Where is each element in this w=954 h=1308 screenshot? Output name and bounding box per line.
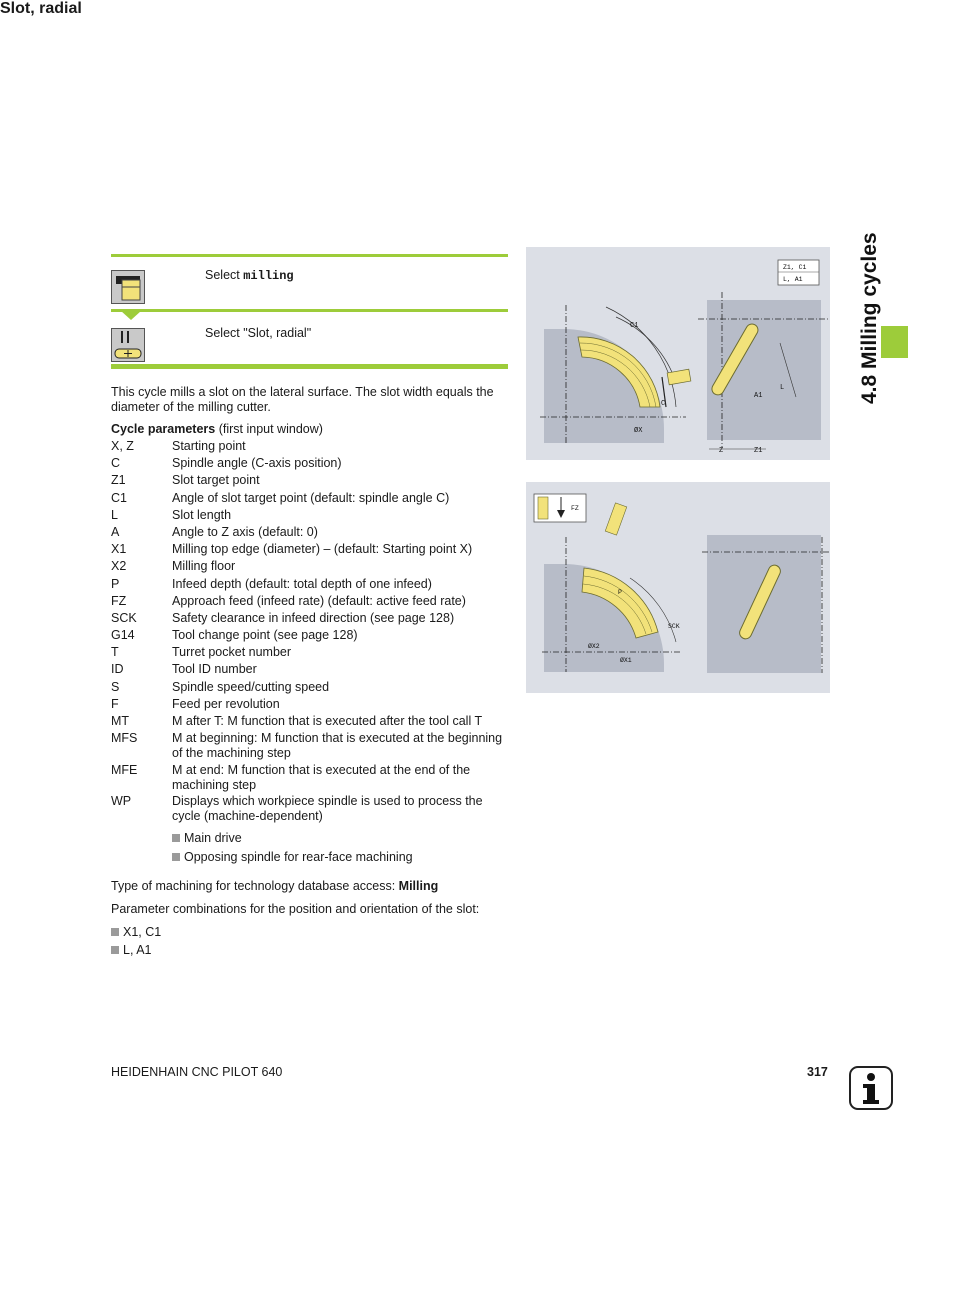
param-key: FZ — [111, 594, 127, 608]
param-desc: Safety clearance in infeed direction (see page 128) — [172, 611, 455, 625]
slot-radial-icon[interactable] — [111, 328, 145, 362]
param-desc: Infeed depth (default: total depth of one infeed) — [172, 577, 432, 591]
param-key: ID — [111, 662, 124, 676]
section-title: Slot, radial — [0, 0, 82, 17]
params-heading-rest: (first input window) — [215, 422, 323, 436]
fig1-label-c: C — [661, 400, 666, 408]
fig1-label-z: Z — [719, 447, 724, 455]
fig2-label-sck: SCK — [668, 623, 680, 630]
param-desc: M at beginning: M function that is executed at the beginning of the machining step — [172, 731, 503, 760]
fig1-label-z1: Z1 — [754, 447, 763, 455]
fig1-label-l: L — [780, 384, 785, 392]
param-key: G14 — [111, 628, 135, 642]
param-desc: Milling floor — [172, 559, 236, 573]
fig2-label-p: P — [618, 589, 622, 596]
param-key: WP — [111, 794, 132, 808]
bullet-icon — [172, 853, 180, 861]
param-key: X, Z — [111, 439, 134, 453]
param-desc: M at end: M function that is executed at the end of the machining step — [172, 763, 471, 792]
params-heading — [111, 422, 508, 437]
footer-product: HEIDENHAIN CNC PILOT 640 — [111, 1065, 283, 1079]
chapter-title-text: 4.8 Milling cycles — [858, 232, 881, 404]
param-key: C1 — [111, 491, 127, 505]
page-number: 317 — [807, 1065, 828, 1079]
param-key: X2 — [111, 559, 127, 573]
step-rule-top — [111, 254, 508, 257]
param-key: MFS — [111, 731, 138, 745]
param-key: Z1 — [111, 473, 126, 487]
step-rule-bottom — [111, 364, 508, 369]
fig1-label-c1: C1 — [630, 322, 639, 330]
param-key: X1 — [111, 542, 127, 556]
step-rule-mid — [111, 309, 508, 312]
param-desc: Feed per revolution — [172, 697, 280, 711]
step-select-milling — [205, 268, 294, 283]
combo-item — [111, 943, 152, 957]
bullet-icon — [172, 834, 180, 842]
param-key: A — [111, 525, 120, 539]
param-key: P — [111, 577, 120, 591]
combo-label: L, A1 — [123, 943, 152, 957]
param-desc: Milling top edge (diameter) – (default: Starting point X) — [172, 542, 473, 556]
param-key: MT — [111, 714, 130, 728]
wp-option-label: Opposing spindle for rear-face machining — [184, 850, 413, 864]
fig2-label-fz: FZ — [571, 505, 579, 512]
fig2-label-x1: ØX1 — [620, 657, 632, 664]
param-desc: Spindle angle (C-axis position) — [172, 456, 342, 470]
param-desc: Approach feed (infeed rate) (default: active feed rate) — [172, 594, 466, 608]
param-desc: Angle to Z axis (default: 0) — [172, 525, 318, 539]
step-prefix: Select — [205, 268, 244, 282]
param-desc: Tool change point (see page 128) — [172, 628, 358, 642]
fig1-legend-a: Z1, C1 — [783, 264, 807, 271]
tech-db-text: Type of machining for technology database access: — [111, 879, 399, 893]
tech-db-line — [111, 879, 508, 894]
step-select-slot-radial: Select "Slot, radial" — [205, 326, 312, 340]
chapter-tab — [881, 326, 908, 358]
param-key: SCK — [111, 611, 137, 625]
param-key: L — [111, 508, 118, 522]
param-desc: Displays which workpiece spindle is used to process the cycle (machine-dependent) — [172, 794, 483, 823]
param-desc: M after T: M function that is executed after the tool call T — [172, 714, 483, 728]
wp-option-opposing-spindle — [172, 850, 413, 864]
param-desc: Turret pocket number — [172, 645, 292, 659]
param-key: C — [111, 456, 121, 470]
arrow-down-icon — [121, 311, 141, 321]
param-desc: Starting point — [172, 439, 246, 453]
param-desc: Slot length — [172, 508, 232, 522]
fig2-label-x2: ØX2 — [588, 643, 600, 650]
param-desc: Spindle speed/cutting speed — [172, 680, 330, 694]
param-desc: Tool ID number — [172, 662, 257, 676]
fig1-label-x: ØX — [634, 427, 643, 435]
milling-menu-icon[interactable] — [111, 270, 145, 304]
param-key: T — [111, 645, 119, 659]
param-key: S — [111, 680, 120, 694]
step-code: milling — [243, 269, 294, 283]
params-heading-bold: Cycle parameters — [111, 422, 216, 436]
tech-db-bold: Milling — [398, 879, 439, 893]
chapter-title — [858, 214, 881, 404]
param-desc: Slot target point — [172, 473, 260, 487]
combo-label: X1, C1 — [123, 925, 162, 939]
combo-item — [111, 925, 161, 939]
figure-slot-geometry — [526, 247, 830, 460]
info-icon — [848, 1065, 894, 1111]
intro-paragraph: This cycle mills a slot on the lateral surface. The slot width equals the diameter of the milling cutter. — [111, 385, 494, 414]
bullet-icon — [111, 928, 119, 936]
param-desc: Angle of slot target point (default: spindle angle C) — [172, 491, 450, 505]
param-key: MFE — [111, 763, 138, 777]
figure-slot-infeed — [526, 482, 830, 693]
bullet-icon — [111, 946, 119, 954]
wp-option-label: Main drive — [184, 831, 242, 845]
fig1-label-a1: A1 — [754, 392, 763, 400]
param-key: F — [111, 697, 119, 711]
combo-intro: Parameter combinations for the position and orientation of the slot: — [111, 902, 480, 916]
fig1-legend-b: L, A1 — [783, 276, 803, 283]
wp-option-main-drive — [172, 831, 242, 845]
